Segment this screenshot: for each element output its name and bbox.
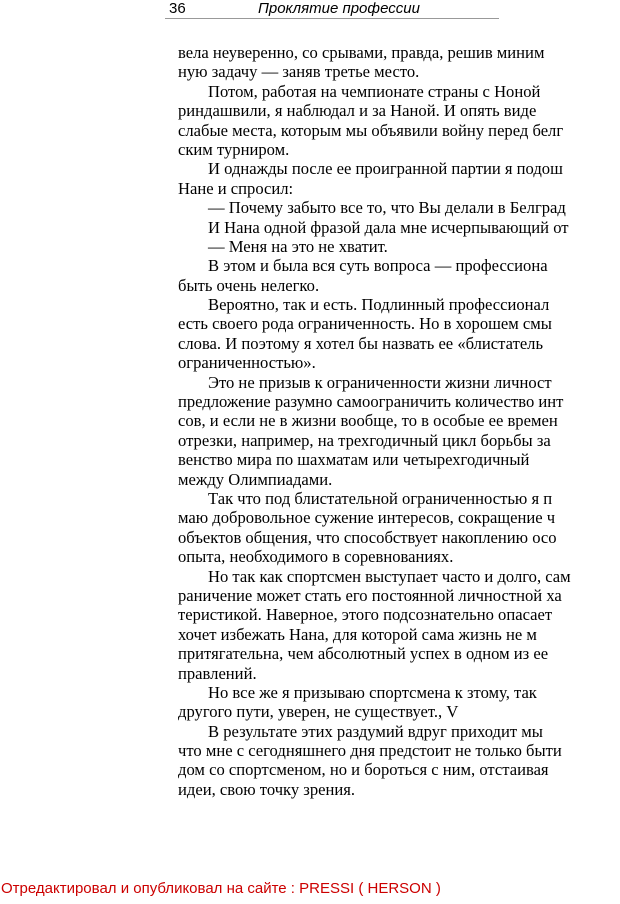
text-line: между Олимпиадами. [178,469,333,489]
text-line: теристикой. Наверное, этого подсознательно опасает [178,605,553,625]
text-line: сов, и если не в жизни вообще, то в особые ее времен [178,411,558,431]
text-line: ную задачу — заняв третье место. [178,62,420,82]
text-line: быть очень нелегко. [178,275,320,295]
text-line: другого пути, уверен, не существует., V [178,702,459,722]
text-line: Вероятно, так и есть. Подлинный профессионал [208,295,550,315]
text-line: И однажды после ее проигранной партии я подош [208,159,563,179]
running-title: Проклятие профессии [258,0,420,17]
text-line: вела неуверенно, со срывами, правда, решив миним [178,43,545,62]
text-line: правлений. [178,663,257,683]
text-line: ским турниром. [178,139,290,159]
text-line: Потом, работая на чемпионате страны с Ноной [208,81,541,101]
text-line: притягательна, чем абсолютный успех в одном из ее [178,644,549,664]
text-line: Так что под блистательной ограниченностью я п [208,488,553,508]
header-divider [165,18,499,19]
text-line: хочет избежать Нана, для которой сама жизнь не м [178,624,537,644]
text-line: раничение может стать его постоянной личностной ха [178,585,562,605]
text-line: слова. И поэтому я хотел бы назвать ее «блистатель [178,333,544,353]
body-text [178,43,620,799]
text-line: — Почему забыто все то, что Вы делали в Белград [208,198,566,218]
text-line: ограниченностью». [178,353,316,373]
text-line: Нане и спросил: [178,178,294,198]
text-line: дом со спортсменом, но и бороться с ним, отстаивая [178,760,549,780]
page-number: 36 [169,0,186,17]
text-line: В этом и была вся суть вопроса — профессиона [208,256,548,276]
text-line: слабые места, которым мы объявили войну перед белг [178,120,564,140]
text-line: отрезки, например, на трехгодичный цикл борьбы за [178,430,551,450]
text-line: есть своего рода ограниченность. Но в хорошем смы [178,314,552,334]
text-line: И Нана одной фразой дала мне исчерпывающий от [208,217,569,237]
text-line: идеи, свою точку зрения. [178,779,356,799]
text-line: В результате этих раздумий вдруг приходит мы [208,721,543,741]
text-line: опыта, необходимого в соревнованиях. [178,547,454,567]
text-line: маю добровольное сужение интересов, сокращение ч [178,508,556,528]
text-line: венство мира по шахматам или четырехгодичный [178,450,530,470]
text-line: — Меня на это не хватит. [208,236,388,256]
text-line: риндашвили, я наблюдал и за Наной. И опять виде [178,101,537,121]
text-line: объектов общения, что способствует накоплению осо [178,527,557,547]
text-line: Но все же я призываю спортсмена к зтому, так [208,682,537,702]
text-line: Это не призыв к ограниченности жизни личност [208,372,552,392]
text-line: предложение разумно самоограничить количество инт [178,392,564,412]
footer-credit: Отредактировал и опубликовал на сайте : PRESSI ( HERSON ) [1,880,441,897]
text-line: что мне с сегодняшнего дня предстоит не только быти [178,741,562,761]
text-line: Но так как спортсмен выступает часто и долго, сам [208,566,571,586]
